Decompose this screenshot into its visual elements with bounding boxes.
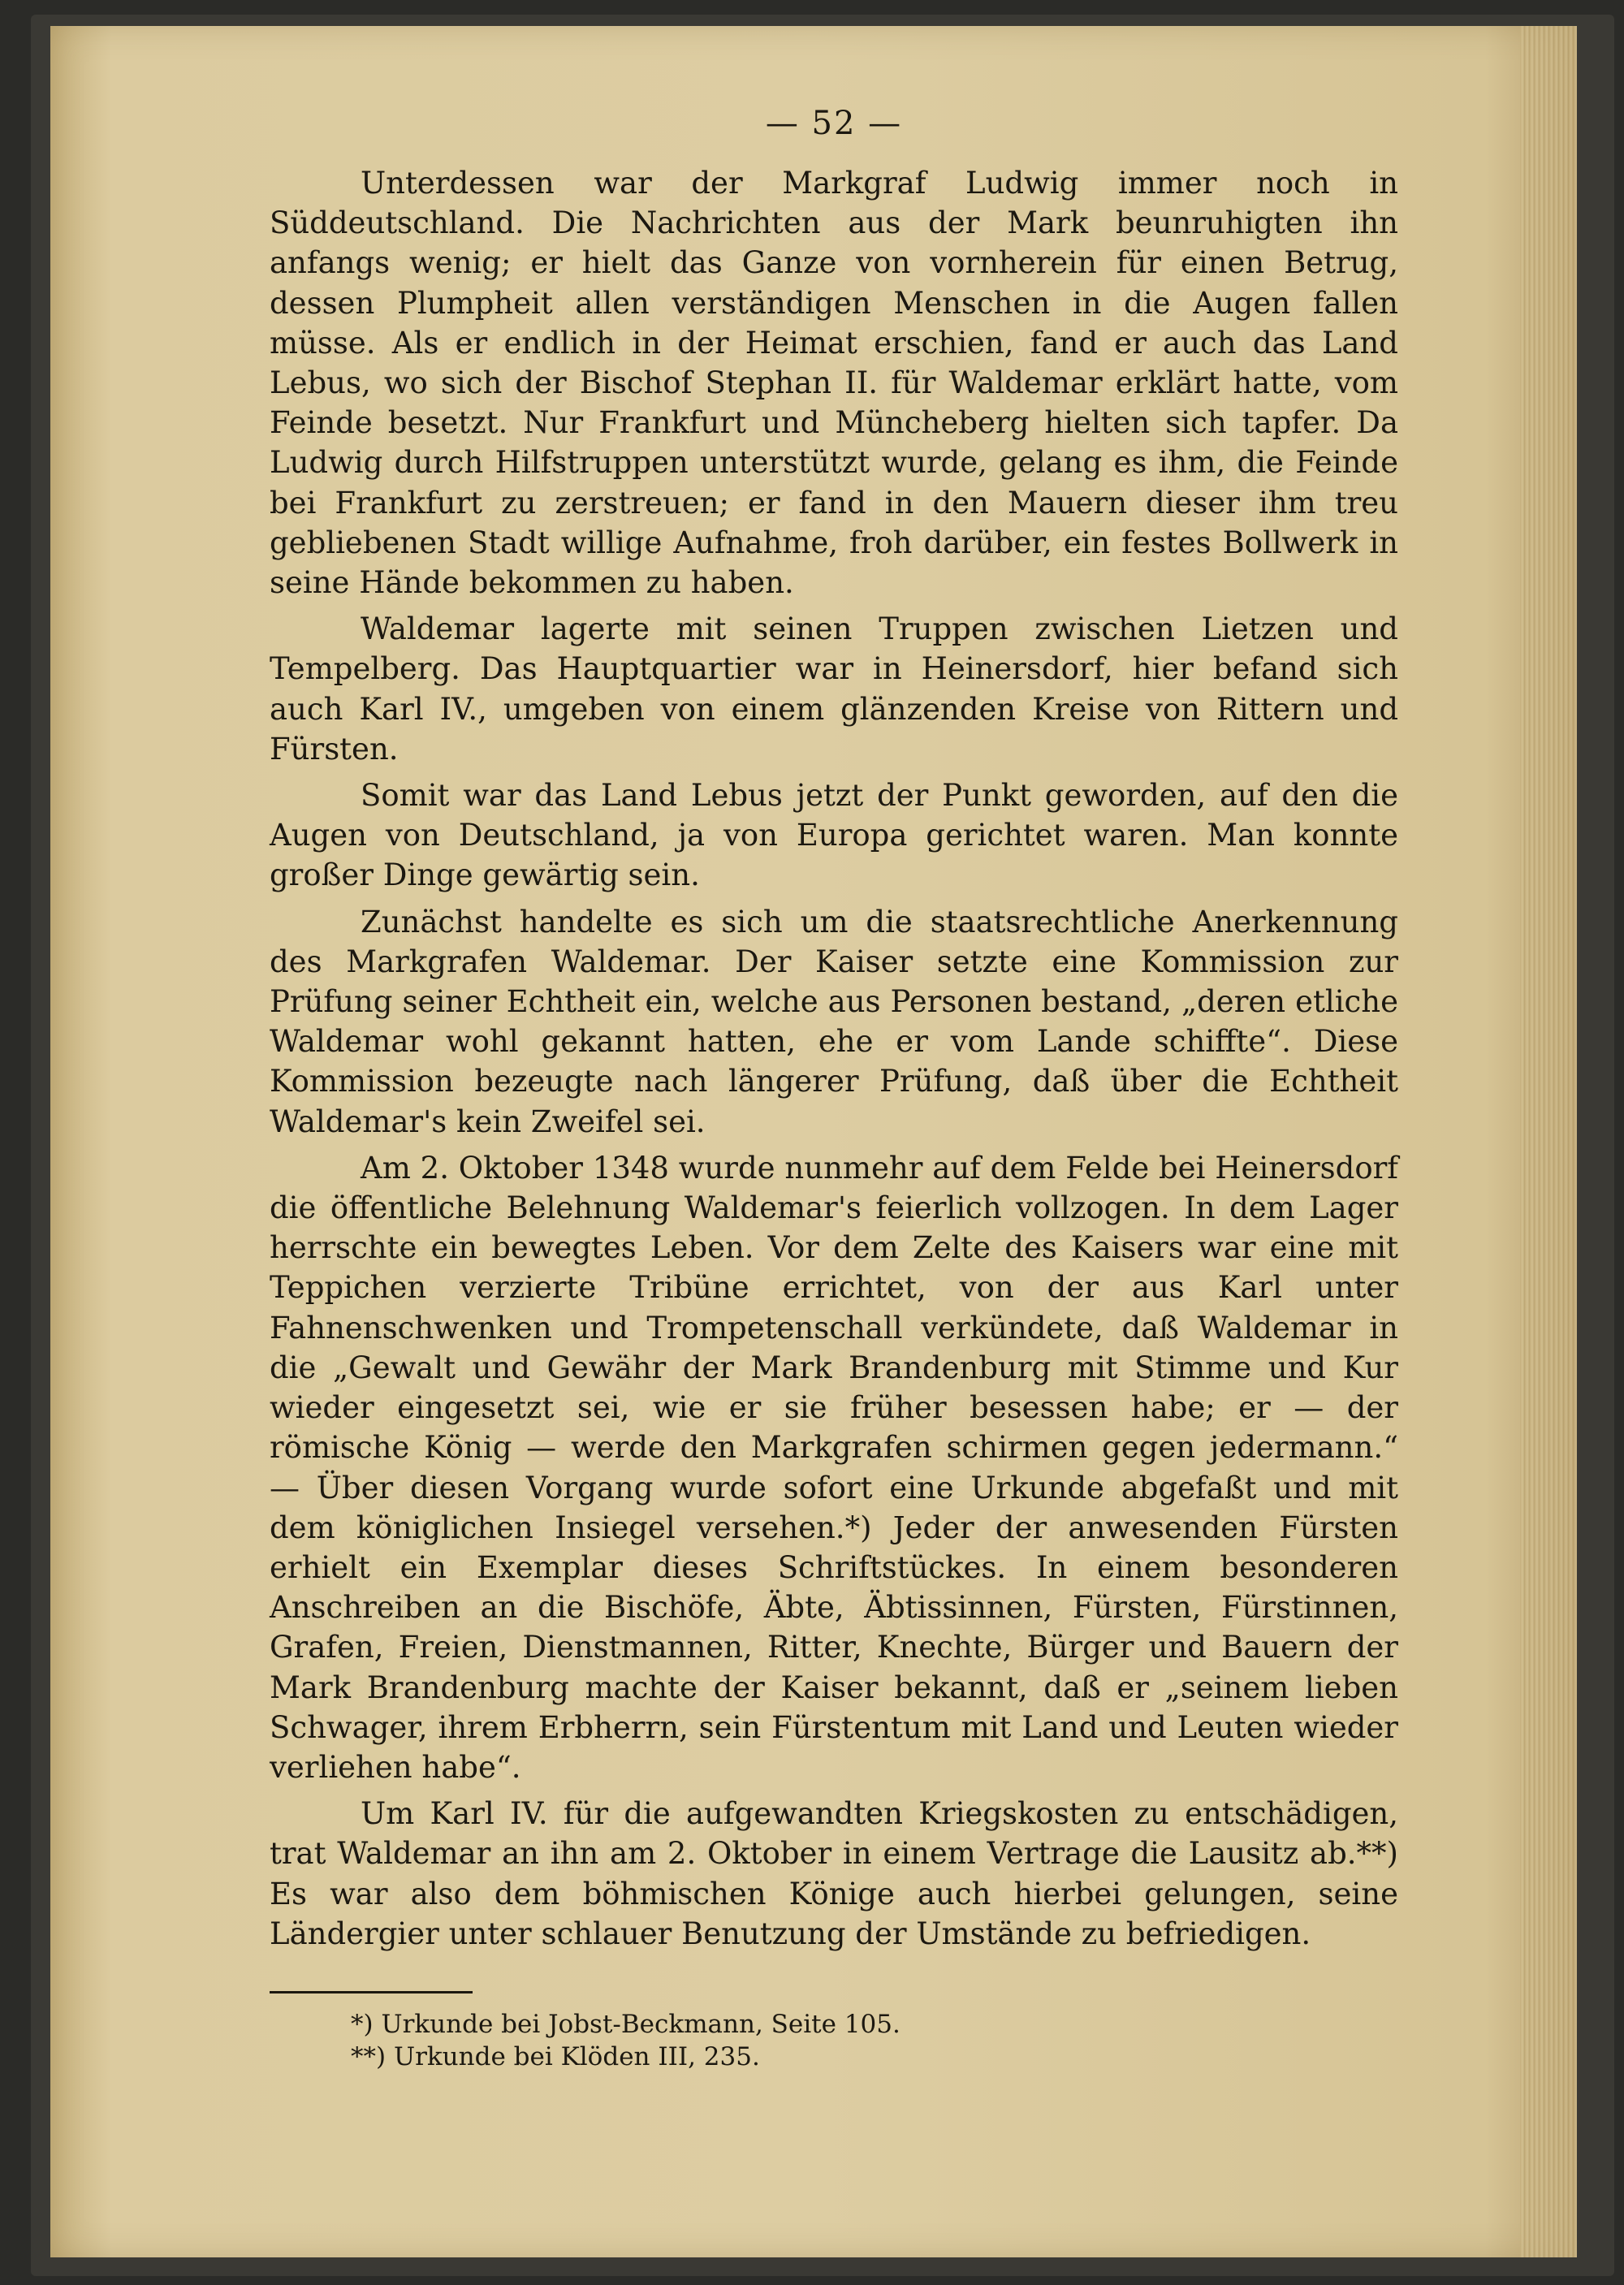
footnote-1: *) Urkunde bei Jobst-Beckmann, Seite 105. <box>351 2009 901 2039</box>
paragraph-6: Um Karl IV. für die aufgewandten Kriegskosten zu entschädigen, trat Waldemar an ihn am 2. Oktober in einem Vertrage die Lausitz ab.**) Es war also dem böhmischen Könige auch hierbei gelungen, seine Ländergier unter schlauer Benutzung der Umstände zu befriedigen. <box>270 1796 1398 1951</box>
footnote-divider <box>270 1991 473 1993</box>
footnote-2: **) Urkunde bei Klöden III, 235. <box>351 2041 760 2071</box>
paragraph-3: Somit war das Land Lebus jetzt der Punkt geworden, auf den die Augen von Deutschland, ja von Europa gerichtet waren. Man konnte großer Dinge gewärtig sein. <box>270 778 1398 893</box>
page-edges <box>1520 26 1577 2257</box>
footnotes <box>351 2008 1398 2073</box>
paragraph-1: Unterdessen war der Markgraf Ludwig immer noch in Süddeutschland. Die Nachrichten aus der Mark beunruhigten ihn anfangs wenig; er hielt das Ganze von vornherein für einen Betrug, dessen Plumpheit allen verständigen Menschen in die Augen fallen müsse. Als er endlich in der Heimat erschien, fand er auch das Land Lebus, wo sich der Bischof Stephan II. für Waldemar erklärt hatte, vom Feinde besetzt. Nur Frankfurt und Müncheberg hielten sich tapfer. Da Ludwig durch Hilfstruppen unterstützt wurde, gelang es ihm, die Feinde bei Frankfurt zu zerstreuen; er fand in den Mauern dieser ihm treu gebliebenen Stadt willige Aufnahme, froh darüber, ein festes Bollwerk in seine Hände bekommen zu haben. <box>270 166 1398 601</box>
page-text <box>270 102 1398 2073</box>
paragraph-2: Waldemar lagerte mit seinen Truppen zwischen Lietzen und Tempelberg. Das Hauptquartier war in Heinersdorf, hier befand sich auch Karl IV., umgeben von einem glänzenden Kreise von Rittern und Fürsten. <box>270 611 1398 767</box>
paragraph-5: Am 2. Oktober 1348 wurde nunmehr auf dem Felde bei Heinersdorf die öffentliche Belehnung Waldemar's feierlich vollzogen. In dem Lager herrschte ein bewegtes Leben. Vor dem Zelte des Kaisers war eine mit Teppichen verzierte Tribüne errichtet, von der aus Karl unter Fahnenschwenken und Trompetenschall verkündete, daß Waldemar in die „Gewalt und Gewähr der Mark Brandenburg mit Stimme und Kur wieder eingesetzt sei, wie er sie früher besessen habe; er — der römische König — werde den Markgrafen schirmen gegen jedermann.“ — Über diesen Vorgang wurde sofort eine Urkunde abgefaßt und mit dem königlichen Insiegel versehen.*) Jeder der anwesenden Fürsten erhielt ein Exemplar dieses Schriftstückes. In einem besonderen Anschreiben an die Bischöfe, Äbte, Äbtissinnen, Fürsten, Fürstinnen, Grafen, Freien, Dienstmannen, Ritter, Knechte, Bürger und Bauern der Mark Brandenburg machte der Kaiser bekannt, daß er „seinem lieben Schwager, ihrem Erbherrn, sein Fürstentum mit Land und Leuten wieder verliehen habe“. <box>270 1150 1398 1785</box>
paragraph-4: Zunächst handelte es sich um die staatsrechtliche Anerkennung des Markgrafen Waldemar. Der Kaiser setzte eine Kommission zur Prüfung seiner Echtheit ein, welche aus Personen bestand, „deren etliche Waldemar wohl gekannt hatten, ehe er vom Lande schiffte“. Diese Kommission bezeugte nach längerer Prüfung, daß über die Echtheit Waldemar's kein Zweifel sei. <box>270 904 1398 1139</box>
page-number: — 52 — <box>765 105 903 142</box>
